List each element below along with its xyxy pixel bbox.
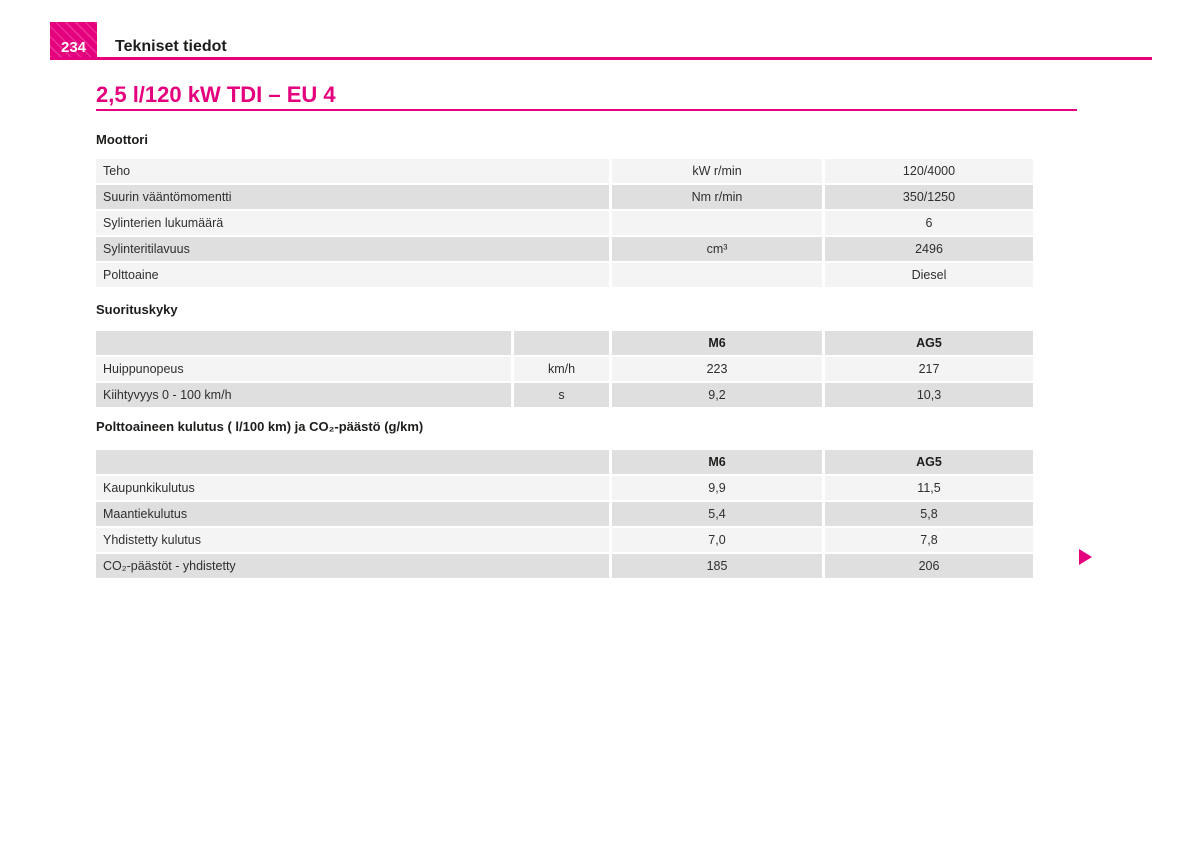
page-number-box — [50, 22, 97, 57]
row-value: 2496 — [825, 237, 1033, 261]
header-cell-empty — [514, 331, 609, 355]
row-value: 6 — [825, 211, 1033, 235]
row-label: CO₂-päästöt - yhdistetty — [96, 554, 609, 578]
header-cell-m6: M6 — [612, 450, 822, 474]
table-row — [96, 476, 1033, 500]
row-unit: km/h — [514, 357, 609, 381]
table-row — [96, 528, 1033, 552]
header-cell-empty — [96, 450, 609, 474]
row-value: 350/1250 — [825, 185, 1033, 209]
row-label: Huippunopeus — [96, 357, 511, 381]
consumption-table — [96, 450, 1033, 578]
row-value-m6: 9,2 — [612, 383, 822, 407]
row-unit: kW r/min — [612, 159, 822, 183]
row-value-ag5: 5,8 — [825, 502, 1033, 526]
row-label: Suurin vääntömomentti — [96, 185, 609, 209]
row-value-m6: 5,4 — [612, 502, 822, 526]
performance-table — [96, 331, 1033, 407]
table-row — [96, 554, 1033, 578]
table-row — [96, 263, 1033, 287]
header-rule — [50, 57, 1152, 60]
row-value: 120/4000 — [825, 159, 1033, 183]
section-heading-performance: Suorituskyky — [96, 302, 178, 317]
row-label: Teho — [96, 159, 609, 183]
row-unit — [612, 211, 822, 235]
row-unit: s — [514, 383, 609, 407]
row-value: Diesel — [825, 263, 1033, 287]
header-cell-m6: M6 — [612, 331, 822, 355]
row-value-ag5: 206 — [825, 554, 1033, 578]
table-row — [96, 357, 1033, 381]
table-row — [96, 502, 1033, 526]
header-cell-ag5: AG5 — [825, 331, 1033, 355]
row-value-ag5: 217 — [825, 357, 1033, 381]
table-row — [96, 159, 1033, 183]
table-row — [96, 211, 1033, 235]
table-header-row — [96, 331, 1033, 355]
row-unit: cm³ — [612, 237, 822, 261]
row-value-m6: 185 — [612, 554, 822, 578]
row-value-ag5: 11,5 — [825, 476, 1033, 500]
row-label: Maantiekulutus — [96, 502, 609, 526]
row-label: Yhdistetty kulutus — [96, 528, 609, 552]
chapter-header-title: Tekniset tiedot — [115, 38, 227, 55]
title-rule — [96, 109, 1077, 111]
right-triangle-icon — [1079, 549, 1092, 565]
row-label: Sylinterien lukumäärä — [96, 211, 609, 235]
table-row — [96, 383, 1033, 407]
row-unit: Nm r/min — [612, 185, 822, 209]
row-label: Sylinteritilavuus — [96, 237, 609, 261]
header-cell-ag5: AG5 — [825, 450, 1033, 474]
row-unit — [612, 263, 822, 287]
row-value-m6: 223 — [612, 357, 822, 381]
row-value-m6: 7,0 — [612, 528, 822, 552]
section-heading-consumption: Polttoaineen kulutus ( l/100 km) ja CO₂-päästö (g/km) — [96, 419, 424, 434]
page-number: 234 — [60, 39, 87, 56]
table-row — [96, 237, 1033, 261]
row-value-ag5: 7,8 — [825, 528, 1033, 552]
row-label: Polttoaine — [96, 263, 609, 287]
page-title: 2,5 l/120 kW TDI – EU 4 — [96, 82, 336, 107]
row-label: Kaupunkikulutus — [96, 476, 609, 500]
row-value-m6: 9,9 — [612, 476, 822, 500]
row-label: Kiihtyvyys 0 - 100 km/h — [96, 383, 511, 407]
section-heading-engine: Moottori — [96, 132, 148, 147]
table-row — [96, 185, 1033, 209]
engine-table — [96, 159, 1033, 287]
table-header-row — [96, 450, 1033, 474]
row-value-ag5: 10,3 — [825, 383, 1033, 407]
header-cell-empty — [96, 331, 511, 355]
